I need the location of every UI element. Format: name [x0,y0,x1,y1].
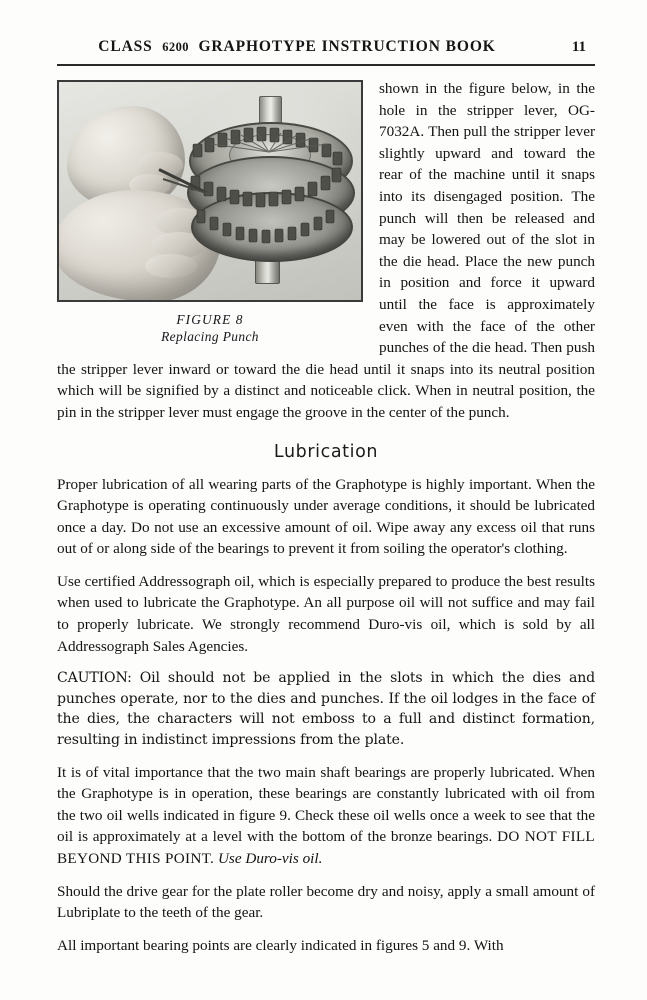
paragraph-2: Use certified Addressograph oil, which is especially prepared to produce the best results when used to lubricate the Graphotype. An all purpose oil will not suffice and may fail to properly lubricate. We strongly recommend Duro-vis oil, which is sold by all Addressograph Sales Agencies. [57,572,595,655]
figure-caption [57,311,363,345]
running-head-class-number: 6200 [162,40,189,54]
running-head-part2: GRAPHOTYPE INSTRUCTION BOOK [198,38,496,55]
punch-teeth [185,100,353,268]
section-heading-lubrication: Lubrication [273,441,379,462]
paragraph-5: Should the drive gear for the plate roller become dry and noisy, apply a small amount of Lubriplate to the teeth of the gear. [57,882,595,922]
die-head-assembly [185,100,353,268]
photo-image [59,82,361,300]
page-header [57,38,595,64]
paragraph-caution: CAUTION: Oil should not be applied in the slots in which the dies and punches operate, nor to the dies and punches. If the oil lodges in the face of the dies, the characters will not emboss to a full and distinct formation, resulting in indistinct impressions from the plate. [57,670,595,749]
figure-caption-number: FIGURE 8 [176,312,244,327]
paragraph-4-warning: DO NOT FILL BEYOND THIS POINT. [57,828,595,867]
figure-8 [57,80,363,345]
running-head-part1: CLASS [98,38,153,55]
paragraph-4-main: It is of vital importance that the two main shaft bearings are properly lubricated. When the Graphotype is in operation, these bearings are constantly lubricated with oil from the two oil wells indicated in figure 9. Check these oil wells once a week to see that the oil is approximately at a level with the bottom of the bronze bearings. [57,763,595,846]
header-rule [57,64,595,66]
figure-photo [57,80,363,302]
running-head-title [57,38,537,56]
figure-caption-text: Replacing Punch [161,329,259,344]
page-content [57,78,595,956]
paragraph-4-italic-note: Use Duro-vis oil. [217,850,323,867]
paragraph-intro: shown in the figure below, in the hole in the stripper lever, OG-7032A. Then pull the stripper lever slightly upward and toward the rear of the machine until it snaps into its disengaged position. The punch will then be released and may be lowered out of the slot in the die head. Place the new punch in position and force it upward until the face is approximately even with the face of the other punches of the die head. Then push the stripper lever inward or toward the die head until it snaps into its neutral position which will be signified by a distinct and noticeable click. When in neutral position, the pin in the stripper lever must engage the groove in the center of the punch. [57,80,595,421]
page-number: 11 [571,39,586,55]
paragraph-6: All important bearing points are clearly indicated in figures 5 and 9. With [57,936,504,954]
paragraph-1: Proper lubrication of all wearing parts of the Graphotype is highly important. When the Graphotype is operating continuously under average conditions, it should be lubricated once a day. Do not use an excessive amount of oil. Wipe away any excess oil that runs out of or along side of the bearings to prevent it from soiling the operator's clothing. [57,475,595,558]
paragraph-4 [57,762,595,870]
